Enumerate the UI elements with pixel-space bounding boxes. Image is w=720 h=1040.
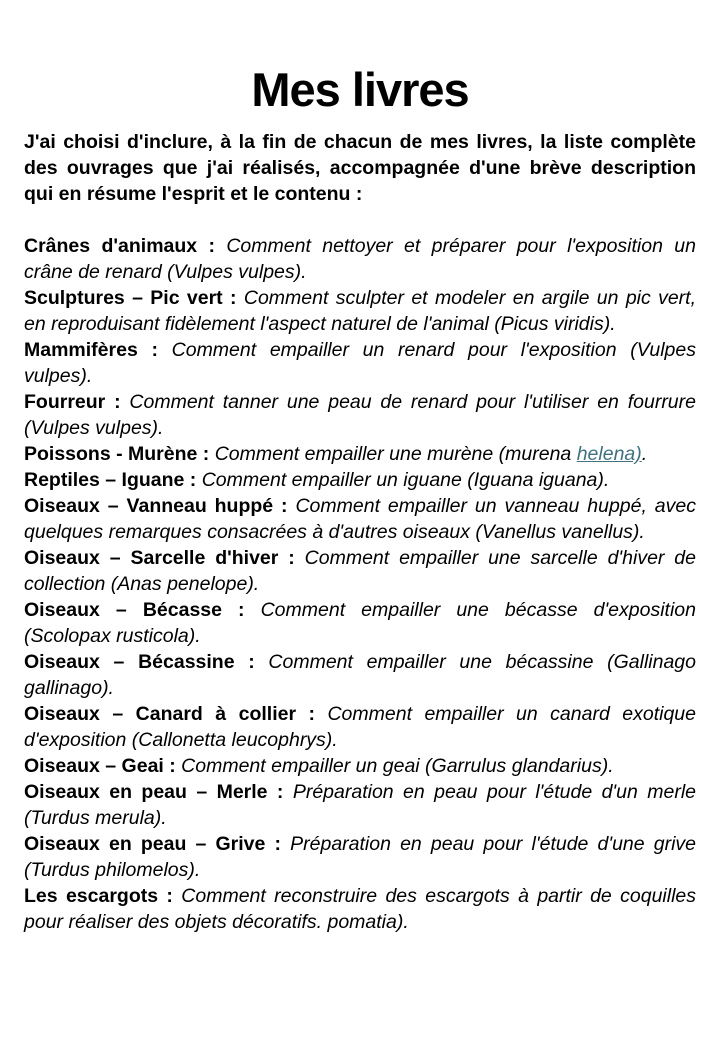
entry-label: Oiseaux – Sarcelle d'hiver : bbox=[24, 547, 295, 569]
book-entry bbox=[24, 441, 696, 467]
entry-label: Sculptures – Pic vert : bbox=[24, 287, 237, 309]
book-entry bbox=[24, 285, 696, 337]
entry-description-text: Comment empailler une sarcelle d'hiver de collection (Anas penelope). bbox=[24, 547, 696, 595]
page-title: Mes livres bbox=[251, 63, 469, 116]
entry-description-text: Préparation en peau pour l'étude d'une grive (Turdus philomelos). bbox=[24, 833, 697, 881]
entry-description-text: Comment empailler un iguane (Iguana iguana). bbox=[201, 469, 610, 491]
entry-description bbox=[24, 391, 696, 439]
entry-description-text: Comment empailler une murène (murena bbox=[214, 443, 572, 465]
entry-description bbox=[202, 469, 610, 491]
entry-label: Mammifères : bbox=[24, 339, 158, 361]
entry-description-text: Comment empailler un renard pour l'exposition (Vulpes vulpes). bbox=[24, 339, 696, 387]
entry-description-text: Comment tanner une peau de renard pour l'utiliser en fourrure (Vulpes vulpes). bbox=[24, 391, 696, 439]
entry-description-text: Comment nettoyer et préparer pour l'exposition un crâne de renard (Vulpes vulpes). bbox=[24, 235, 696, 283]
book-entry bbox=[24, 753, 696, 779]
book-entry bbox=[24, 779, 696, 831]
entry-description bbox=[215, 443, 647, 465]
entry-description-text: Comment empailler un canard exotique d'exposition (Callonetta leucophrys). bbox=[24, 703, 696, 751]
book-entry bbox=[24, 389, 696, 441]
entry-description-text: Comment empailler un geai (Garrulus glandarius). bbox=[181, 755, 614, 777]
entry-label: Oiseaux – Geai : bbox=[24, 755, 176, 777]
book-entry bbox=[24, 597, 696, 649]
book-list bbox=[24, 233, 696, 935]
intro-paragraph: J'ai choisi d'inclure, à la fin de chacun de mes livres, la liste complète des ouvrages que j'ai réalisés, accompagnée d'une brève description qui en résume l'esprit et le contenu : bbox=[24, 131, 696, 205]
book-entry bbox=[24, 701, 696, 753]
entry-description-text: Comment empailler une bécassine (Gallinago gallinago). bbox=[24, 651, 696, 699]
entry-label: Reptiles – Iguane : bbox=[24, 469, 197, 491]
entry-label: Fourreur : bbox=[24, 391, 121, 413]
entry-description-text: Comment empailler un vanneau huppé, avec quelques remarques consacrées à d'autres oiseaux (Vanellus vanellus). bbox=[24, 495, 696, 543]
book-entry bbox=[24, 649, 696, 701]
entry-label: Oiseaux en peau – Merle : bbox=[24, 781, 284, 803]
entry-label: Crânes d'animaux : bbox=[24, 235, 215, 257]
book-entry bbox=[24, 467, 696, 493]
book-entry bbox=[24, 545, 696, 597]
entry-label: Oiseaux – Bécasse : bbox=[24, 599, 245, 621]
entry-label: Oiseaux en peau – Grive : bbox=[24, 833, 281, 855]
book-entry bbox=[24, 831, 696, 883]
entry-label: Oiseaux – Canard à collier : bbox=[24, 703, 315, 725]
murena-helena-link[interactable]: helena) bbox=[576, 443, 642, 465]
entry-description-text: Comment empailler une bécasse d'exposition (Scolopax rusticola). bbox=[24, 599, 696, 647]
book-entry bbox=[24, 233, 696, 285]
book-entry bbox=[24, 883, 696, 935]
book-entry bbox=[24, 337, 696, 389]
entry-description-text: Comment sculpter et modeler en argile un pic vert, en reproduisant fidèlement l'aspect naturel de l'animal (Picus viridis). bbox=[24, 287, 697, 335]
entry-label: Poissons - Murène : bbox=[24, 443, 210, 465]
entry-description-text: Comment reconstruire des escargots à partir de coquilles pour réaliser des objets décoratifs. pomatia). bbox=[24, 885, 697, 933]
entry-description-text: Préparation en peau pour l'étude d'un merle (Turdus merula). bbox=[24, 781, 696, 829]
entry-label: Les escargots : bbox=[24, 885, 173, 907]
entry-description-text: . bbox=[641, 443, 648, 465]
entry-label: Oiseaux – Vanneau huppé : bbox=[24, 495, 288, 517]
entry-label: Oiseaux – Bécassine : bbox=[24, 651, 255, 673]
book-entry bbox=[24, 493, 696, 545]
entry-description bbox=[181, 755, 613, 777]
